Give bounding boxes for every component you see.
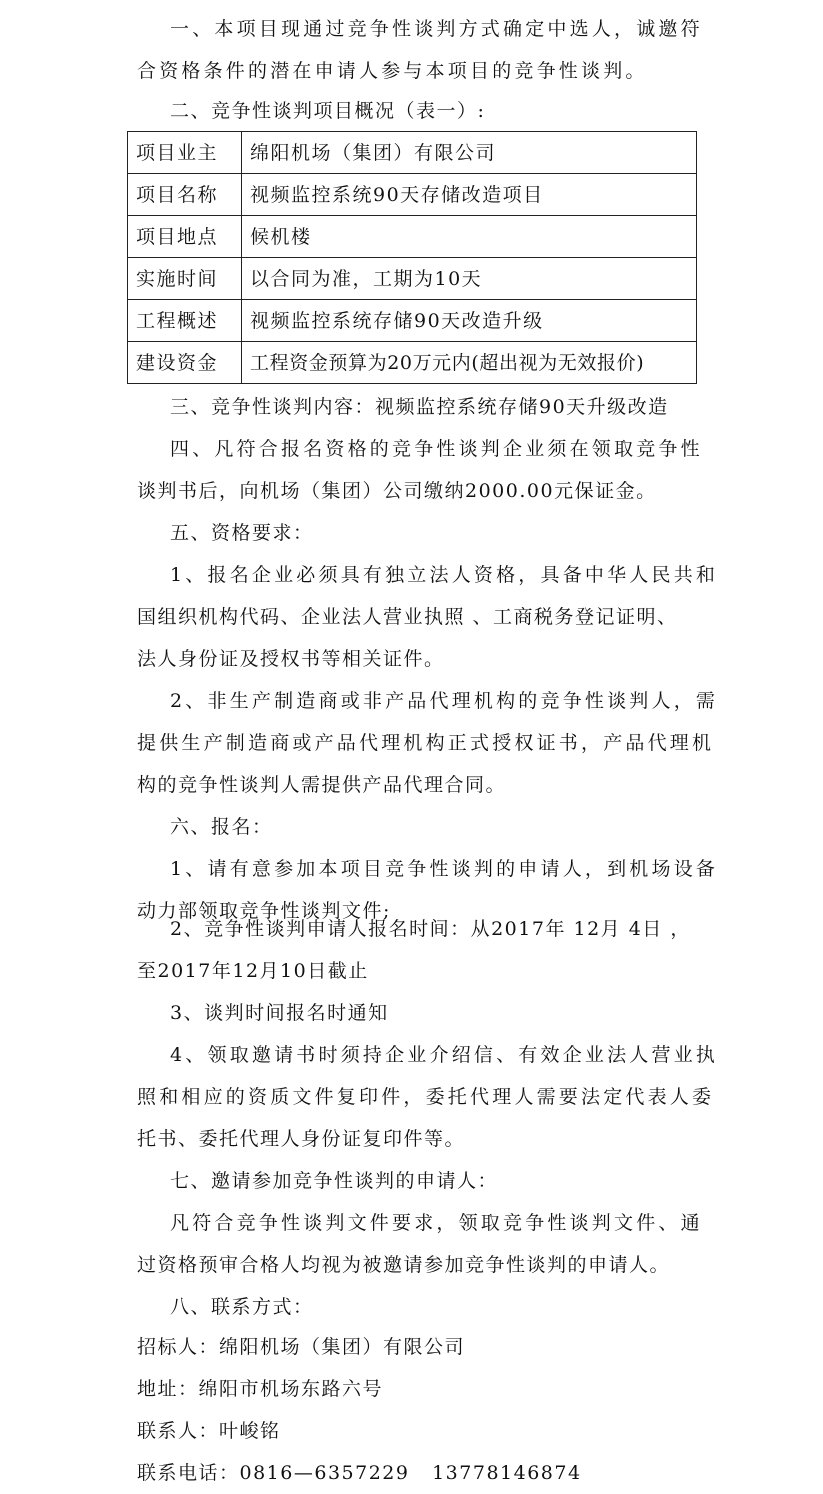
contact-phone: 联系电话：0816—6357229 13778146874 (137, 1462, 582, 1484)
table-key-cell: 项目地点 (128, 216, 242, 258)
table-key-cell: 项目名称 (128, 174, 242, 216)
table-key-cell: 项目业主 (128, 132, 242, 174)
table-row (128, 342, 697, 384)
table-value-cell: 绵阳机场（集团）有限公司 (242, 132, 697, 174)
section-4-text: 四、凡符合报名资格的竞争性谈判企业须在领取竞争性 (170, 438, 703, 460)
registration-4-text: 4、领取邀请书时须持企业介绍信、有效企业法人营业执 (170, 1044, 719, 1066)
requirement-2-text-end: 构的竞争性谈判人需提供产品代理合同。 (137, 774, 507, 796)
section-3-text: 三、竞争性谈判内容：视频监控系统存储90天升级改造 (170, 396, 669, 418)
registration-2-text: 2、竞争性谈判申请人报名时间：从2017年 12月 4日 ， (170, 918, 691, 940)
section-4-text-cont: 谈判书后，向机场（集团）公司缴纳2000.00元保证金。 (137, 480, 657, 502)
registration-4-text-cont: 照和相应的资质文件复印件，委托代理人需要法定代表人委 (137, 1086, 715, 1108)
registration-1-text-cont: 动力部领取竞争性谈判文件; (137, 900, 391, 922)
contact-person: 联系人：叶峻铭 (137, 1420, 281, 1442)
section-6-heading: 六、报名： (170, 816, 273, 838)
table-row (128, 258, 697, 300)
section-7-heading: 七、邀请参加竞争性谈判的申请人： (170, 1170, 499, 1192)
table-key-cell: 实施时间 (128, 258, 242, 300)
table-row (128, 132, 697, 174)
project-overview-table (127, 131, 697, 384)
table-row (128, 174, 697, 216)
requirement-1-text: 1、报名企业必须具有独立法人资格，具备中华人民共和 (170, 564, 719, 586)
section-5-heading: 五、资格要求： (170, 522, 314, 544)
registration-3-text: 3、谈判时间报名时通知 (170, 1002, 389, 1024)
registration-4-text-end: 托书、委托代理人身份证复印件等。 (137, 1128, 466, 1150)
requirement-1-text-end: 法人身份证及授权书等相关证件。 (137, 648, 445, 670)
section-8-heading: 八、联系方式： (170, 1296, 314, 1318)
invitation-text-cont: 过资格预审合格人均视为被邀请参加竞争性谈判的申请人。 (137, 1254, 671, 1276)
section-1-text: 一、本项目现通过竞争性谈判方式确定中选人，诚邀符 (170, 18, 703, 40)
table-value-cell: 视频监控系统存储90天改造升级 (242, 300, 697, 342)
table-value-cell: 候机楼 (242, 216, 697, 258)
requirement-2-text: 2、非生产制造商或非产品代理机构的竞争性谈判人，需 (170, 690, 719, 712)
table-key-cell: 建设资金 (128, 342, 242, 384)
requirement-2-text-cont: 提供生产制造商或产品代理机构正式授权证书，产品代理机 (137, 732, 715, 754)
table-row (128, 216, 697, 258)
table-value-cell: 工程资金预算为20万元内(超出视为无效报价) (242, 342, 697, 384)
contact-address: 地址：绵阳市机场东路六号 (137, 1378, 384, 1400)
registration-2-text-cont: 至2017年12月10日截止 (137, 960, 369, 982)
table-value-cell: 视频监控系统90天存储改造项目 (242, 174, 697, 216)
table-value-cell: 以合同为准，工期为10天 (242, 258, 697, 300)
registration-1-text: 1、请有意参加本项目竞争性谈判的申请人，到机场设备 (170, 858, 719, 880)
section-2-heading: 二、竞争性谈判项目概况（表一）: (170, 100, 486, 122)
invitation-text: 凡符合竞争性谈判文件要求，领取竞争性谈判文件、通 (170, 1212, 703, 1234)
table-key-cell: 工程概述 (128, 300, 242, 342)
section-1-text-cont: 合资格条件的潜在申请人参与本项目的竞争性谈判。 (137, 60, 648, 82)
table-row (128, 300, 697, 342)
contact-tenderer: 招标人：绵阳机场（集团）有限公司 (137, 1336, 466, 1358)
requirement-1-text-cont: 国组织机构代码、企业法人营业执照 、工商税务登记证明、 (137, 606, 678, 628)
